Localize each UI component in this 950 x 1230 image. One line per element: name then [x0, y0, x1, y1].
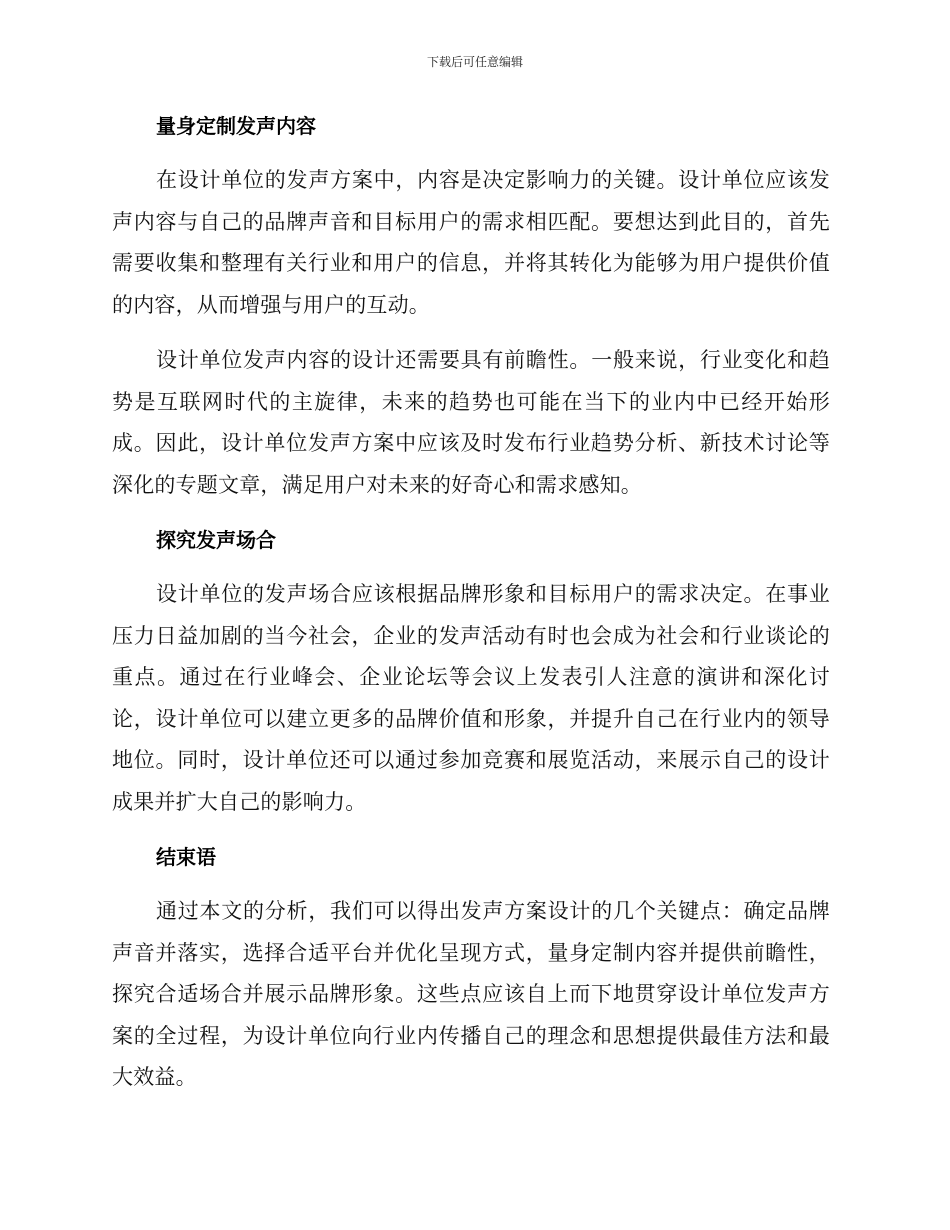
document-body [112, 106, 830, 1099]
paragraph: 通过本文的分析，我们可以得出发声方案设计的几个关键点：确定品牌声音并落实，选择合适平台并优化呈现方式，量身定制内容并提供前瞻性，探究合适场合并展示品牌形象。这些点应该自上而下地贯穿设计单位发声方案的全过程，为设计单位向行业内传播自己的理念和思想提供最佳方法和最大效益。 [112, 899, 830, 1089]
paragraph: 在设计单位的发声方案中，内容是决定影响力的关键。设计单位应该发声内容与自己的品牌声音和目标用户的需求相匹配。要想达到此目的，首先需要收集和整理有关行业和用户的信息，并将其转化为能够为用户提供价值的内容，从而增强与用户的互动。 [112, 168, 830, 317]
section-heading-occasion: 探究发声场合 [156, 528, 276, 552]
page-header: 下载后可任意编辑 [426, 55, 523, 69]
section-heading-content: 量身定制发声内容 [156, 114, 316, 138]
paragraph: 设计单位发声内容的设计还需要具有前瞻性。一般来说，行业变化和趋势是互联网时代的主旋律，未来的趋势也可能在当下的业内中已经开始形成。因此，设计单位发声方案中应该及时发布行业趋势分析、新技术讨论等深化的专题文章，满足用户对未来的好奇心和需求感知。 [112, 348, 830, 497]
paragraph: 设计单位的发声场合应该根据品牌形象和目标用户的需求决定。在事业压力日益加剧的当今社会，企业的发声活动有时也会成为社会和行业谈论的重点。通过在行业峰会、企业论坛等会议上发表引人注意的演讲和深化讨论，设计单位可以建立更多的品牌价值和形象，并提升自己在行业内的领导地位。同时，设计单位还可以通过参加竞赛和展览活动，来展示自己的设计成果并扩大自己的影响力。 [112, 582, 830, 814]
section-heading-conclusion: 结束语 [156, 845, 216, 869]
